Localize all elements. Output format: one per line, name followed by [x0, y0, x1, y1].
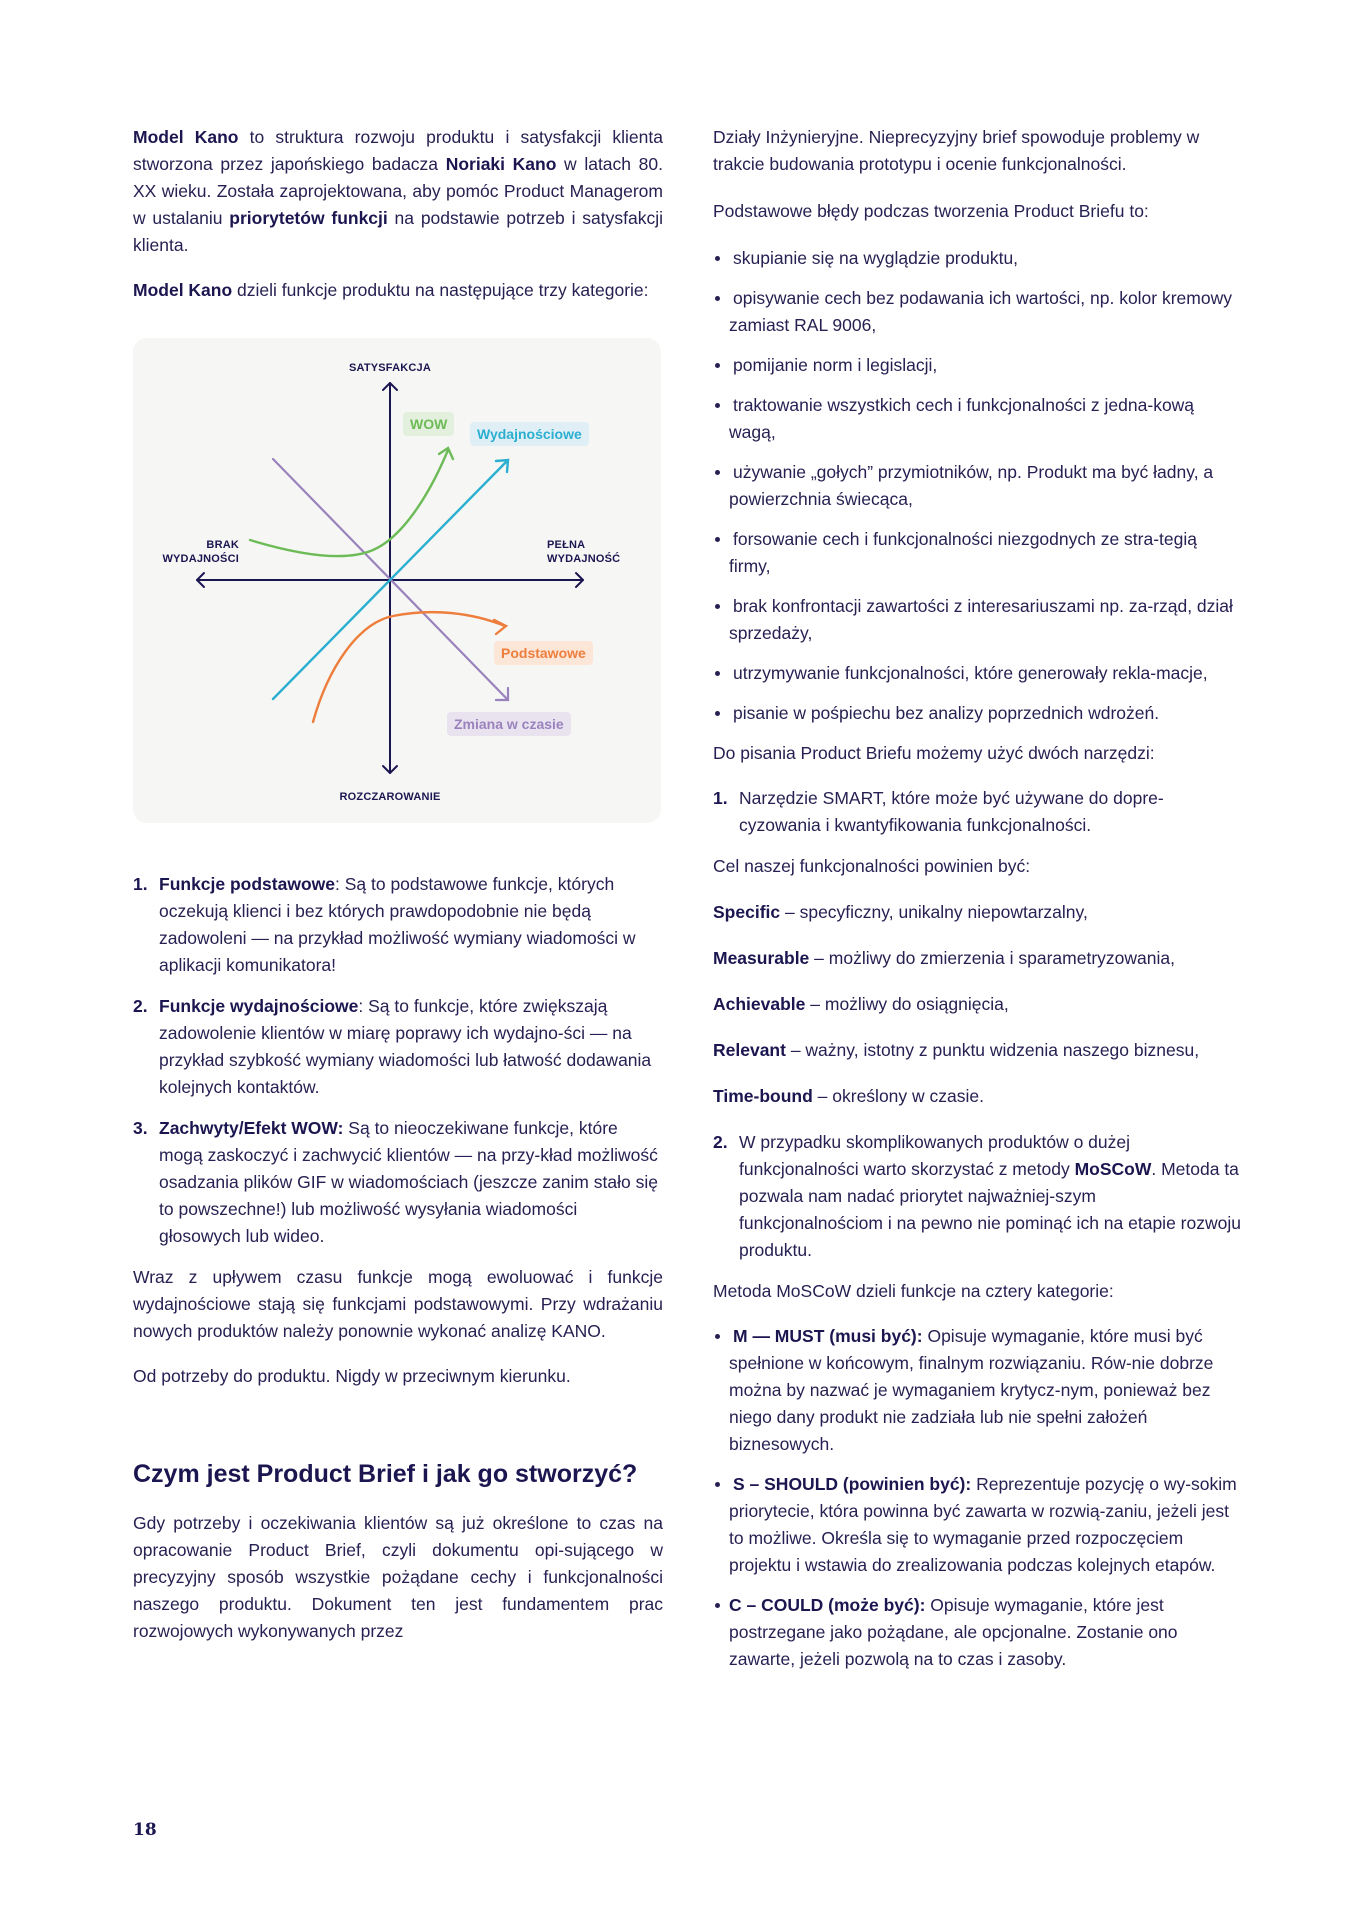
smart-term: Achievable [713, 994, 806, 1014]
smart-term: Relevant [713, 1040, 786, 1060]
list-text: forsowanie cech i funkcjonalności niezgodnych ze stra-tegią firmy, [729, 529, 1198, 576]
smart-item [713, 1083, 1243, 1110]
tools-list-2 [713, 1129, 1243, 1264]
list-text: Są to nieoczekiwane funkcje, które mogą zaskoczyć i zachwycić klientów — na przy-kład możliwość osadzania plików GIF w wiadomościach (jeszcze zanim stało się to powszechne!) lub możliwość wysyłania wiadomości głosowych lub wideo. [159, 1118, 658, 1246]
list-item [713, 700, 1243, 727]
tools-intro: Do pisania Product Briefu możemy użyć dwóch narzędzi: [713, 743, 1155, 763]
list-item [713, 352, 1243, 379]
term-priorities: priorytetów funkcji [229, 208, 388, 228]
list-term: Funkcje wydajnościowe [159, 996, 359, 1016]
legend-tag-podstawowe: Podstawowe [494, 641, 593, 665]
list-number: 1. [713, 788, 728, 808]
brief-intro-paragraph: Gdy potrzeby i oczekiwania klientów są już określone to czas na opracowanie Product Brief, czyli dokumentu opi-sującego w precyzyjny sposób wszystkie pożądane cechy i funkcjonalności naszego produktu. Dokument ten jest fundamentem prac rozwojowych wykonywanych przez [133, 1513, 663, 1641]
legend-tag-wow: WOW [403, 412, 454, 436]
smart-term: Time-bound [713, 1086, 813, 1106]
list-text: Opisuje wymaganie, które musi być spełnione w końcowym, finalnym rozwiązaniu. Rów-nie dobrze można by nazwać je wymaganiem krytycz-nym, ponieważ bez niego dany produkt nie zadziała lub nie spełni założeń biznesowych. [729, 1326, 1214, 1454]
errors-intro: Podstawowe błędy podczas tworzenia Product Briefu to: [713, 201, 1149, 221]
smart-text: – możliwy do osiągnięcia, [805, 994, 1009, 1014]
text: dzieli funkcje produktu na następujące trzy kategorie: [232, 280, 649, 300]
smart-text: – określony w czasie. [812, 1086, 984, 1106]
list-item [713, 660, 1243, 687]
list-item [133, 1115, 663, 1250]
list-text: pomijanie norm i legislacji, [733, 355, 938, 375]
kano-model-diagram [133, 338, 661, 823]
section-heading: Czym jest Product Brief i jak go stworzyć? [133, 1460, 638, 1488]
list-text: : Są to podstawowe funkcje, których oczekują klienci i bez których prawdopodobnie nie będą zadowoleni — na przykład możliwość wymiany wiadomości w aplikacji komunikatora! [159, 874, 636, 975]
moscow-term: C – COULD (może być): [729, 1595, 926, 1615]
moscow-term: M — MUST (musi być): [733, 1326, 923, 1346]
page-number: 18 [133, 1820, 157, 1840]
list-text: : Są to funkcje, które zwiększają zadowolenie klientów w miarę poprawy ich wydajno-ści — na przykład szybkość wymiany wiadomości lub łatwość dodawania kolejnych kontaktów. [159, 996, 652, 1097]
smart-text: – możliwy do zmierzenia i sparametryzowania, [809, 948, 1175, 968]
kano-categories-list [133, 871, 663, 1250]
list-number: 2. [133, 996, 148, 1016]
list-item [713, 1129, 1243, 1264]
kano-diagram-graphic [133, 338, 661, 823]
list-text: Reprezentuje pozycję o wy-sokim priorytecie, która powinna być zawarta w rozwią-zaniu, jeżeli jest to możliwe. Określa się to wymaganie przed rozpoczęciem projektu i wstawia do zrealizowania podczas kolejnych etapów. [729, 1474, 1237, 1575]
list-term: Zachwyty/Efekt WOW: [159, 1118, 344, 1138]
list-item [713, 1471, 1243, 1579]
list-item [713, 526, 1243, 580]
brief-continuation-paragraph: Działy Inżynieryjne. Nieprecyzyjny brief spowoduje problemy w trakcie budowania prototypu i ocenie funkcjonalności. [713, 127, 1200, 174]
errors-list [713, 245, 1243, 727]
smart-term: Measurable [713, 948, 810, 968]
axis-label-rozczarowanie: ROZCZAROWANIE [339, 791, 441, 803]
smart-intro: Cel naszej funkcjonalności powinien być: [713, 856, 1031, 876]
text: w latach 80. XX wieku. Została zaprojektowana, aby pomóc Product Managerom w ustalaniu [133, 154, 663, 228]
legend-tag-wydajnosciowe: Wydajnościowe [470, 422, 589, 446]
left-column [133, 124, 663, 1663]
list-item [713, 1323, 1243, 1458]
evolution-paragraph: Wraz z upływem czasu funkcje mogą ewoluować i funkcje wydajnościowe stają się funkcjami podstawowymi. Przy wdrażaniu nowych produktów należy ponownie wykonać analizę KANO. [133, 1267, 663, 1341]
smart-item [713, 899, 1243, 926]
axis-label-satysfakcja: SATYSFAKCJA [348, 362, 432, 374]
list-item [713, 245, 1243, 272]
legend-tag-zmiana-w-czasie: Zmiana w czasie [447, 712, 571, 736]
smart-item [713, 1037, 1243, 1064]
tools-list-1 [713, 785, 1243, 839]
motto-paragraph: Od potrzeby do produktu. Nigdy w przeciwnym kierunku. [133, 1366, 571, 1386]
list-text: opisywanie cech bez podawania ich wartości, np. kolor kremowy zamiast RAL 9006, [729, 288, 1232, 335]
list-text: . Metoda ta pozwala nam nadać priorytet najważniej-szym funkcjonalnościom i na pewno nie pominąć ich na etapie rozwoju produktu. [739, 1159, 1241, 1260]
list-item [713, 785, 1243, 839]
smart-text: – specyficzny, unikalny niepowtarzalny, [780, 902, 1088, 922]
smart-text: – ważny, istotny z punktu widzenia naszego biznesu, [785, 1040, 1200, 1060]
list-number: 1. [133, 874, 148, 894]
term-model-kano: Model Kano [133, 127, 239, 147]
list-number: 2. [713, 1132, 728, 1152]
list-item [133, 993, 663, 1101]
list-item [133, 871, 663, 979]
list-text: Narzędzie SMART, które może być używane do dopre-cyzowania i kwantyfikowania funkcjonalności. [739, 788, 1164, 835]
smart-item [713, 945, 1243, 972]
right-column [713, 124, 1243, 1686]
kano-intro-paragraph [133, 124, 663, 259]
list-text: Opisuje wymaganie, które jest postrzegane jako pożądane, ale opcjonalne. Zostanie ono zawarte, jeżeli pozwolą na to czas i zasoby. [729, 1595, 1178, 1669]
text: na podstawie potrzeb i satysfakcji klienta. [133, 208, 663, 255]
kano-categories-intro [133, 277, 663, 304]
axis-label-line: PEŁNA [547, 539, 586, 551]
list-text: pisanie w pośpiechu bez analizy poprzednich wdrożeń. [733, 703, 1160, 723]
smart-term: Specific [713, 902, 781, 922]
smart-item [713, 991, 1243, 1018]
list-item [713, 593, 1243, 647]
list-item [713, 392, 1243, 446]
axis-label-line: BRAK [206, 539, 239, 551]
term-moscow: MoSCoW [1074, 1159, 1152, 1179]
list-term: Funkcje podstawowe [159, 874, 335, 894]
list-item [713, 285, 1243, 339]
list-item [713, 1592, 1243, 1673]
list-text: traktowanie wszystkich cech i funkcjonalności z jedna-kową wagą, [729, 395, 1195, 442]
list-number: 3. [133, 1118, 148, 1138]
axis-label-line: WYDAJNOŚCI [162, 553, 239, 565]
term-noriaki-kano: Noriaki Kano [445, 154, 557, 174]
moscow-intro: Metoda MoSCoW dzieli funkcje na cztery kategorie: [713, 1281, 1114, 1301]
moscow-list [713, 1323, 1243, 1673]
list-text: utrzymywanie funkcjonalności, które generowały rekla-macje, [733, 663, 1208, 683]
term-model-kano: Model Kano [133, 280, 233, 300]
list-item [713, 459, 1243, 513]
list-text: skupianie się na wyglądzie produktu, [733, 248, 1019, 268]
axis-label-pelna-wydajnosc [547, 538, 657, 566]
list-text: W przypadku skomplikowanych produktów o dużej funkcjonalności warto skorzystać z metody [739, 1132, 1131, 1179]
smart-definitions [713, 899, 1243, 1110]
moscow-term: S – SHOULD (powinien być): [733, 1474, 972, 1494]
axis-label-brak-wydajnosci [143, 538, 239, 566]
axis-label-line: WYDAJNOŚĆ [547, 553, 621, 565]
text: to struktura rozwoju produktu i satysfakcji klienta stworzona przez japońskiego badacza [133, 127, 663, 174]
list-text: używanie „gołych” przymiotników, np. Produkt ma być ładny, a powierzchnia świecąca, [729, 462, 1214, 509]
list-text: brak konfrontacji zawartości z interesariuszami np. za-rząd, dział sprzedaży, [729, 596, 1233, 643]
